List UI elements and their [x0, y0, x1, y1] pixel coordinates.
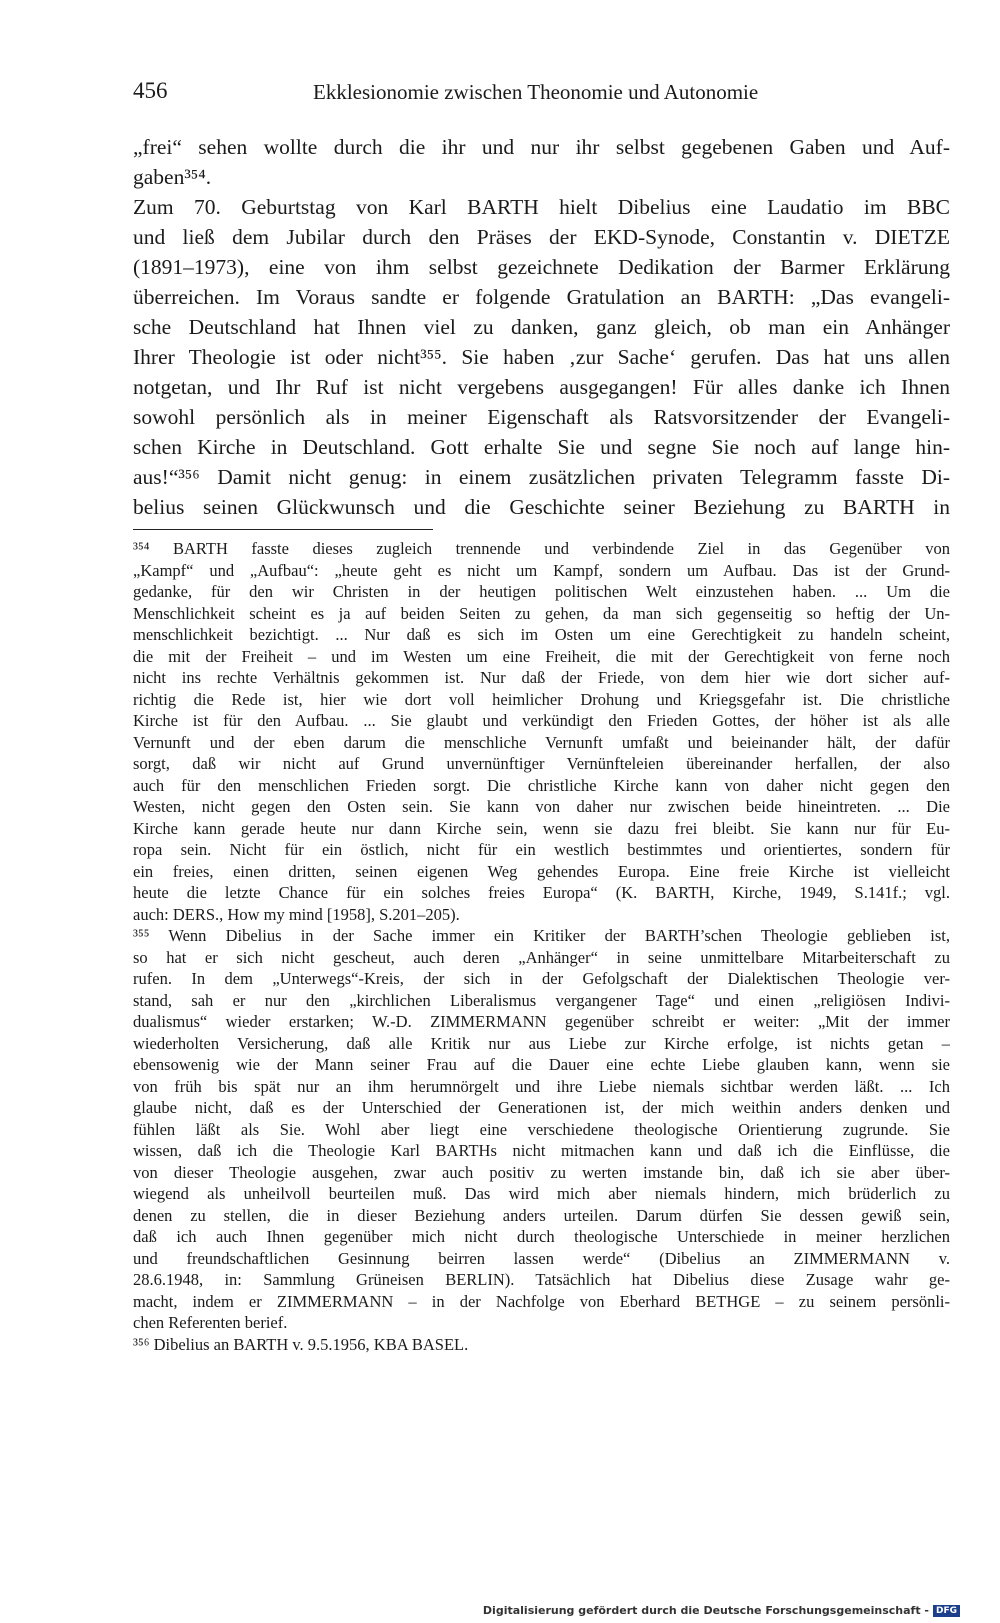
footnote-line: von dieser Theologie ausgehen, zwar auch positiv zu werten imstande bin, daß ich sie aber über-: [133, 1162, 950, 1182]
digitization-credit: [483, 1604, 960, 1617]
footnote-line: 28.6.1948, in: Sammlung Grüneisen BERLIN). Tatsächlich hat Dibelius diese Zusage wahr ge-: [133, 1270, 950, 1289]
footnote-line: Westen, nicht gegen den Osten sein. Sie kann von daher nur zwischen beide hineintreten. ... Die: [133, 797, 950, 816]
page-number: 456: [133, 78, 168, 103]
footnote-line: wissen, daß ich die Theologie Karl BARTHs nicht mitmachen kann und daß ich die Einflüsse, die: [133, 1141, 950, 1160]
footnote-line: richtig die Rede ist, hier wie dort voll heimlicher Drohung und Kriegsgefahr ist. Die christliche: [133, 689, 950, 709]
footnote-line: auch für den menschlichen Frieden sorgt. Die christliche Kirche kann von daher nicht gegen den: [133, 775, 950, 795]
footnote-line: macht, indem er ZIMMERMANN – in der Nachfolge von Eberhard BETHGE – zu seinem persönli-: [133, 1291, 950, 1311]
main-text: [133, 132, 950, 522]
footnote-line: ³⁵⁶ Dibelius an BARTH v. 9.5.1956, KBA BASEL.: [133, 1334, 469, 1354]
footnote-line: „Kampf“ und „Aufbau“: „heute geht es nicht um Kampf, sondern um Aufbau. Das ist der Grund-: [133, 560, 950, 580]
body-line: belius seinen Glückwunsch und die Geschichte seiner Beziehung zu BARTH in: [133, 495, 950, 519]
body-line: „frei“ sehen wollte durch die ihr und nur ihr selbst gegebenen Gaben und Auf-: [133, 135, 950, 159]
footnote-line: sorgt, daß wir nicht auf Grund unvernünftiger Vernünfteleien übereinander herfallen, der also: [133, 754, 950, 773]
footnote-line: wiederholten Versicherung, daß alle Kritik nur aus Liebe zur Kirche erfolge, ist nichts getan –: [133, 1033, 950, 1053]
footnote-line: dualismus“ wieder erstarken; W.-D. ZIMMERMANN gegenüber schreibt er weiter: „Mit der immer: [133, 1012, 950, 1031]
footnote-line: und freundschaftlichen Gesinnung beirren lassen werde“ (Dibelius an ZIMMERMANN v.: [133, 1248, 950, 1268]
footnote-line: chen Referenten berief.: [133, 1313, 288, 1332]
body-line: gaben³⁵⁴.: [133, 165, 212, 189]
footnote-line: fühlen läßt als Sie. Wohl aber liegt eine verschiedene theologische Orientierung zugrunde. Sie: [133, 1119, 950, 1139]
body-line: und ließ dem Jubilar durch den Präses der EKD-Synode, Constantin v. DIETZE: [133, 225, 950, 249]
footnote-line: ³⁵⁵ Wenn Dibelius in der Sache immer ein Kritiker der BARTH’schen Theologie geblieben ist,: [133, 926, 950, 945]
footnote-line: die mit der Freiheit – und im Westen um eine Freiheit, die mit der Gerechtigkeit von ferne noch: [133, 646, 950, 666]
body-line: sche Deutschland hat Ihnen viel zu danken, ganz gleich, ob man ein Anhänger: [133, 315, 950, 339]
footnote-line: glaube nicht, daß es der Unterschied der Generationen ist, der mich weithin anders denken und: [133, 1098, 950, 1117]
body-line: Ihrer Theologie ist oder nicht³⁵⁵. Sie haben ‚zur Sache‘ gerufen. Das hat uns allen: [133, 345, 950, 369]
footnote-line: daß ich auch Ihnen gegenüber mich nicht durch theologische Unterschiede in meiner herzlichen: [133, 1227, 950, 1246]
footnote-line: denen zu stellen, die in dieser Beziehung anders urteilen. Darum dürfen Sie dessen gewiß sein,: [133, 1205, 950, 1225]
footnote-line: ebensowenig wie der Mann seiner Frau auf die Dauer eine echte Liebe glauben kann, wenn sie: [133, 1055, 950, 1074]
footnote-line: nicht ins rechte Verhältnis gekommen ist. Nur daß der Friede, von dem hier wie dort sicher auf-: [133, 668, 950, 687]
footnote-line: menschlichkeit bezichtigt. ... Nur daß es sich im Osten um eine Gerechtigkeit zu handeln scheint,: [133, 625, 950, 644]
footnote-line: wiegend als unheilvoll beurteilen muß. Das wird mich aber niemals hindern, mich brüderlich zu: [133, 1184, 950, 1203]
body-line: sowohl persönlich als in meiner Eigenschaft als Ratsvorsitzender der Evangeli-: [133, 405, 950, 429]
running-title: Ekklesionomie zwischen Theonomie und Autonomie: [313, 80, 759, 104]
body-line: schen Kirche in Deutschland. Gott erhalte Sie und segne Sie noch auf lange hin-: [133, 435, 950, 459]
footnote-line: Vernunft und der eben darum die menschliche Vernunft umfaßt und beieinander hält, der dafür: [133, 732, 950, 752]
footnote-separator: [133, 529, 433, 530]
credit-text: Digitalisierung gefördert durch die Deutsche Forschungsgemeinschaft -: [482, 1604, 929, 1617]
body-line: aus!“³⁵⁶ Damit nicht genug: in einem zusätzlichen privaten Telegramm fasste Di-: [133, 465, 950, 489]
body-line: überreichen. Im Voraus sandte er folgende Gratulation an BARTH: „Das evangeli-: [133, 285, 950, 309]
body-line: notgetan, und Ihr Ruf ist nicht vergebens ausgegangen! Für alles danke ich Ihnen: [133, 375, 950, 399]
footnote-line: Kirche kann gerade heute nur dann Kirche sein, wenn sie dazu frei bleibt. Sie kann nur für Eu-: [133, 818, 950, 838]
page-header: [133, 78, 950, 110]
footnote-line: ³⁵⁴ BARTH fasste dieses zugleich trennende und verbindende Ziel in das Gegenüber von: [133, 539, 950, 558]
footnote-line: stand, sah er nur den „kirchlichen Liberalismus vergangener Tage“ und einen „religiösen Indivi-: [133, 990, 950, 1010]
footnote-line: rufen. In dem „Unterwegs“-Kreis, der sich in der Gefolgschaft der Dialektischen Theologie ver-: [133, 969, 950, 988]
footnote-line: gedanke, für den wir Christen in der heutigen politischen Welt einzustehen haben. ... Um die: [133, 582, 950, 601]
body-line: (1891–1973), eine von ihm selbst gezeichnete Dedikation der Barmer Erklärung: [133, 255, 950, 279]
body-line: Zum 70. Geburtstag von Karl BARTH hielt Dibelius eine Laudatio im BBC: [133, 195, 950, 219]
footnote-line: heute die letzte Chance für ein solches freies Europa“ (K. BARTH, Kirche, 1949, S.141f.; vgl.: [133, 883, 950, 902]
footnote-line: Kirche ist für den Aufbau. ... Sie glaubt und verkündigt den Frieden Gottes, der höher ist als alle: [133, 711, 950, 730]
footnote-line: ein freies, einen dritten, seinen eigenen Weg gehendes Europa. Eine freie Kirche ist vielleicht: [133, 861, 950, 881]
footnote-line: so hat er sich nicht gescheut, auch deren „Anhänger“ in seine unmittelbare Mitarbeiterschaft zu: [133, 947, 950, 967]
footnote-line: auch: DERS., How my mind [1958], S.201–205).: [133, 904, 460, 924]
footnote-line: ropa sein. Nicht für ein östlich, nicht für ein westlich bestimmtes und orientiertes, sondern für: [133, 840, 950, 859]
footnotes: [133, 538, 950, 1355]
footnote-line: Menschlichkeit scheint es ja auf beiden Seiten zu gehen, da man sich gegenseitig so heftig der Un-: [133, 603, 950, 623]
dfg-logo: DFG: [933, 1605, 960, 1617]
footnote-line: von früh bis spät nur an ihm herumnörgelt und ihre Liebe niemals sichtbar werden läßt. ... Ich: [133, 1076, 950, 1096]
